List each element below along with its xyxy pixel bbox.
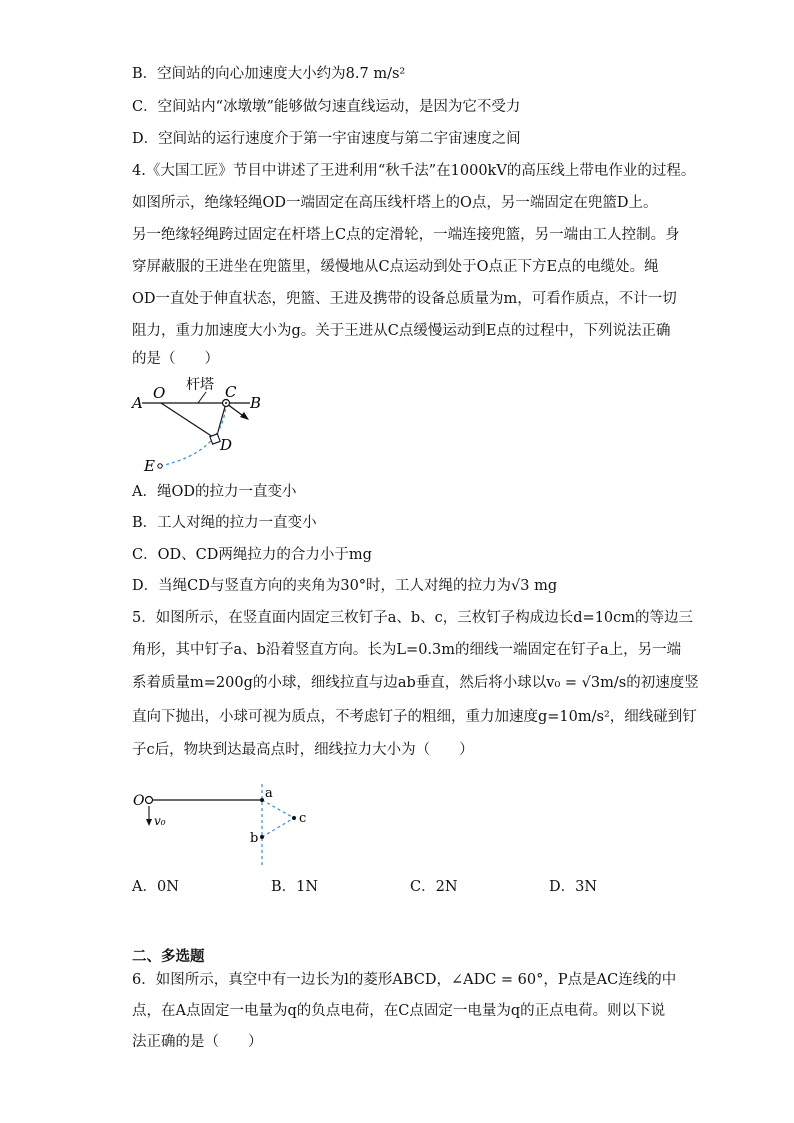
q4-label-e: E xyxy=(144,457,155,475)
q5-ball xyxy=(146,797,153,804)
q4-label-c: C xyxy=(225,383,237,401)
q5-stem-line: 5．如图所示，在竖直面内固定三枚钉子a、b、c，三枚钉子构成边长d=10cm的等边三 xyxy=(132,610,694,626)
q4-stem-line: 阻力，重力加速度大小为g。关于王进从C点缓慢运动到E点的过程中，下列说法正确 xyxy=(132,323,671,339)
q4-label-a: A xyxy=(132,394,143,412)
q4-tower-leader xyxy=(198,392,206,403)
q4-option-a[interactable]: A．绳OD的拉力一直变小 xyxy=(132,484,297,500)
q4-label-tower: 杆塔 xyxy=(186,377,214,393)
q4-stem-line: 穿屏蔽服的王进坐在兜篮里，缓慢地从C点运动到处于O点正下方E点的电缆处。绳 xyxy=(132,259,659,275)
q5-label-c: c xyxy=(299,811,307,826)
q5-label-v0: v₀ xyxy=(154,814,166,828)
q4-option-b[interactable]: B．工人对绳的拉力一直变小 xyxy=(132,515,317,531)
q5-nail-a xyxy=(260,798,264,802)
q4-stem-line: 如图所示，绝缘轻绳OD一端固定在高压线杆塔上的O点，另一端固定在兜篮D上。 xyxy=(132,195,658,211)
q5-option-a[interactable]: A．0N xyxy=(132,879,179,895)
q4-rope-od xyxy=(161,403,216,439)
q6-stem-line: 法正确的是（ ） xyxy=(132,1034,263,1050)
q6-stem-line: 6．如图所示，真空中有一边长为l的菱形ABCD，∠ADC = 60°，P点是AC连线的中 xyxy=(132,972,677,988)
q5-option-d[interactable]: D．3N xyxy=(549,879,598,895)
q5-label-a: a xyxy=(265,786,273,801)
q5-stem-line: 角形，其中钉子a、b沿着竖直方向。长为L=0.3m的细线一端固定在钉子a上，另一端 xyxy=(132,642,682,658)
q4-pulley-center xyxy=(225,402,227,404)
q5-label-b: b xyxy=(250,831,259,846)
q4-figure xyxy=(128,372,278,477)
q5-arrow-head xyxy=(146,819,152,826)
q4-stem-line: OD一直处于伸直状态，兜篮、王进及携带的设备总质量为m，可看作质点，不计一切 xyxy=(132,291,677,307)
q5-label-o: O xyxy=(133,793,145,809)
q3-option-b[interactable]: B．空间站的向心加速度大小约为8.7 m/s² xyxy=(132,66,406,82)
q5-option-b[interactable]: B．1N xyxy=(271,879,319,895)
q3-option-d[interactable]: D．空间站的运行速度介于第一宇宙速度与第二宇宙速度之间 xyxy=(132,131,521,147)
q4-label-o: O xyxy=(153,384,166,402)
q5-triangle-ac xyxy=(262,800,294,818)
q4-option-d[interactable]: D．当绳CD与竖直方向的夹角为30°时，工人对绳的拉力为√3 mg xyxy=(132,578,558,594)
q4-arrow-head xyxy=(240,412,249,420)
q5-triangle-bc xyxy=(262,818,294,837)
q4-option-c[interactable]: C．OD、CD两绳拉力的合力小于mg xyxy=(132,547,372,563)
q4-stem-line: 4.《大国工匠》节目中讲述了王进利用“秋千法”在1000kV的高压线上带电作业的过程。 xyxy=(132,163,696,179)
q3-option-c[interactable]: C．空间站内“冰墩墩”能够做匀速直线运动，是因为它不受力 xyxy=(132,99,521,115)
q4-label-b: B xyxy=(250,394,262,412)
q5-option-c[interactable]: C．2N xyxy=(410,879,458,895)
q4-point-e xyxy=(158,464,162,468)
q5-nail-b xyxy=(260,835,264,839)
q5-stem-line: 直向下抛出，小球可视为质点，不考虑钉子的粗细，重力加速度g=10m/s²，细线碰到钉 xyxy=(132,709,697,725)
q5-stem-line: 系着质量m=200g的小球，细线拉直与边ab垂直，然后将小球以v₀ = √3m/s的初速度竖 xyxy=(132,675,699,691)
q4-label-d: D xyxy=(220,436,233,454)
q4-stem-line: 的是（ ） xyxy=(132,351,219,367)
q5-nail-c xyxy=(292,816,296,820)
q4-stem-line: 另一绝缘轻绳跨过固定在杆塔上C点的定滑轮，一端连接兜篮，另一端由工人控制。身 xyxy=(132,227,680,243)
section-heading-multiple-choice: 二、多选题 xyxy=(132,948,205,965)
q6-stem-line: 点，在A点固定一电量为q的负点电荷，在C点固定一电量为q的正点电荷。则以下说 xyxy=(132,1003,666,1019)
q5-stem-line: 子c后，物块到达最高点时，细线拉力大小为（ ） xyxy=(132,742,474,758)
q5-figure xyxy=(128,780,328,872)
